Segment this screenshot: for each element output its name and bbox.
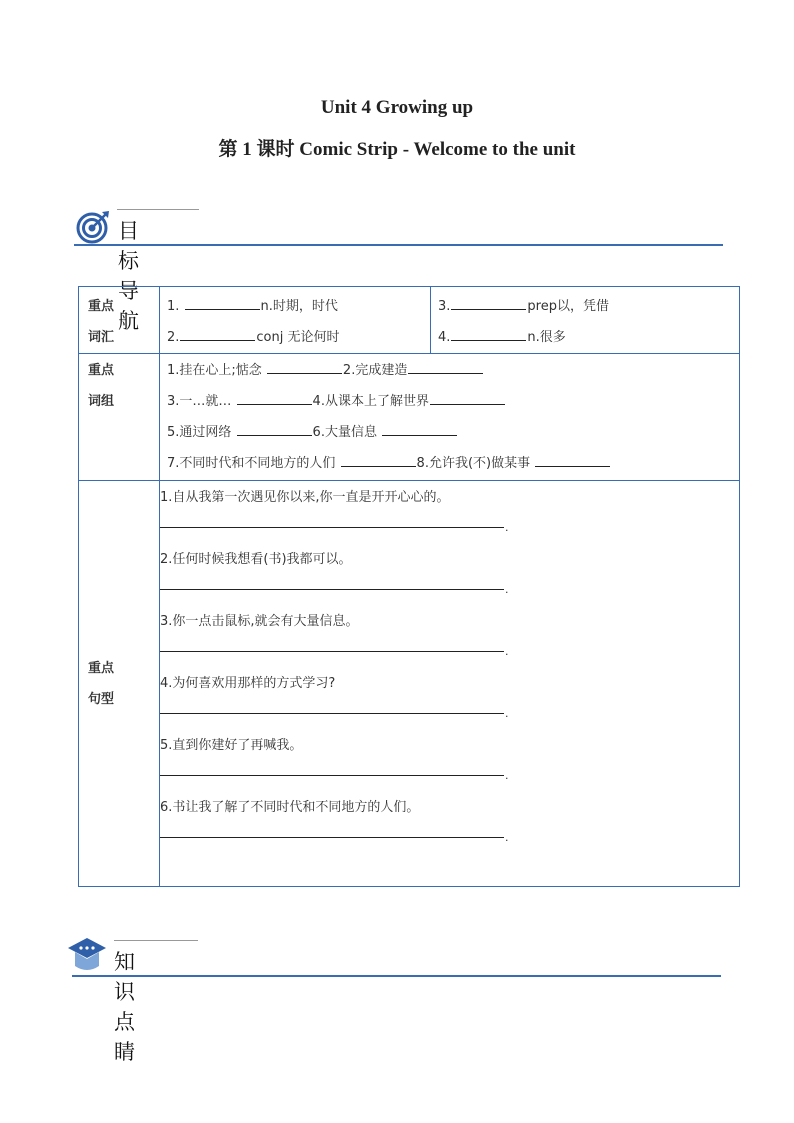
section-title-goals: 目标导航 xyxy=(118,219,139,333)
lesson-title: 第 1 课时 Comic Strip - Welcome to the unit xyxy=(218,139,576,160)
answer-blank[interactable] xyxy=(535,455,610,467)
answer-blank[interactable] xyxy=(185,298,260,310)
sentence-cell xyxy=(160,481,740,887)
answer-blank[interactable] xyxy=(237,393,312,405)
graduation-cap-icon xyxy=(66,936,108,972)
section-title-knowledge: 知识点睛 xyxy=(114,950,135,1064)
answer-blank[interactable] xyxy=(430,393,505,405)
vocab-item: 3. prep以，凭借 xyxy=(438,299,609,314)
phrase-item: 3.一…就… 4.从课本上了解世界 xyxy=(160,386,739,417)
answer-blank[interactable] xyxy=(451,329,526,341)
phrase-item: 7.不同时代和不同地方的人们 8.允许我(不)做某事 xyxy=(160,448,739,479)
vocab-category: 重点 词汇 xyxy=(79,287,160,354)
answer-line[interactable]: . xyxy=(160,761,739,793)
vocab-cell-right xyxy=(431,287,740,354)
answer-blank[interactable] xyxy=(341,455,416,467)
answer-line[interactable]: . xyxy=(160,513,739,545)
vocab-item: 4. n.很多 xyxy=(438,330,566,345)
phrase-item: 1.挂在心上;惦念 2.完成建造 xyxy=(160,355,739,386)
sentence-category: 重点 句型 xyxy=(79,481,160,887)
sentence-prompt: 5.直到你建好了再喊我。 xyxy=(160,738,303,753)
sentence-prompt: 1.自从我第一次遇见你以来,你一直是开开心心的。 xyxy=(160,490,450,505)
answer-blank[interactable] xyxy=(267,362,342,374)
sentence-prompt: 2.任何时候我想看(书)我都可以。 xyxy=(160,552,352,567)
target-icon xyxy=(76,210,110,244)
vocab-item: 1. n.时期，时代 xyxy=(167,299,338,314)
answer-line[interactable]: . xyxy=(160,823,739,855)
sentence-prompt: 4.为何喜欢用那样的方式学习? xyxy=(160,676,336,691)
vocab-cell-left xyxy=(160,287,431,354)
phrase-category: 重点 词组 xyxy=(79,354,160,481)
answer-blank[interactable] xyxy=(451,298,526,310)
sentence-prompt: 6.书让我了解了不同时代和不同地方的人们。 xyxy=(160,800,420,815)
answer-line[interactable]: . xyxy=(160,699,739,731)
vocab-item: 2. conj 无论何时 xyxy=(167,330,340,345)
answer-blank[interactable] xyxy=(180,329,255,341)
unit-title: Unit 4 Growing up xyxy=(320,97,474,118)
study-table xyxy=(78,286,740,887)
answer-line[interactable]: . xyxy=(160,575,739,607)
answer-blank[interactable] xyxy=(408,362,483,374)
answer-blank[interactable] xyxy=(382,424,457,436)
phrase-cell xyxy=(160,354,740,481)
answer-blank[interactable] xyxy=(237,424,312,436)
sentence-prompt: 3.你一点击鼠标,就会有大量信息。 xyxy=(160,614,359,629)
phrase-item: 5.通过网络 6.大量信息 xyxy=(160,417,739,448)
answer-line[interactable]: . xyxy=(160,637,739,669)
